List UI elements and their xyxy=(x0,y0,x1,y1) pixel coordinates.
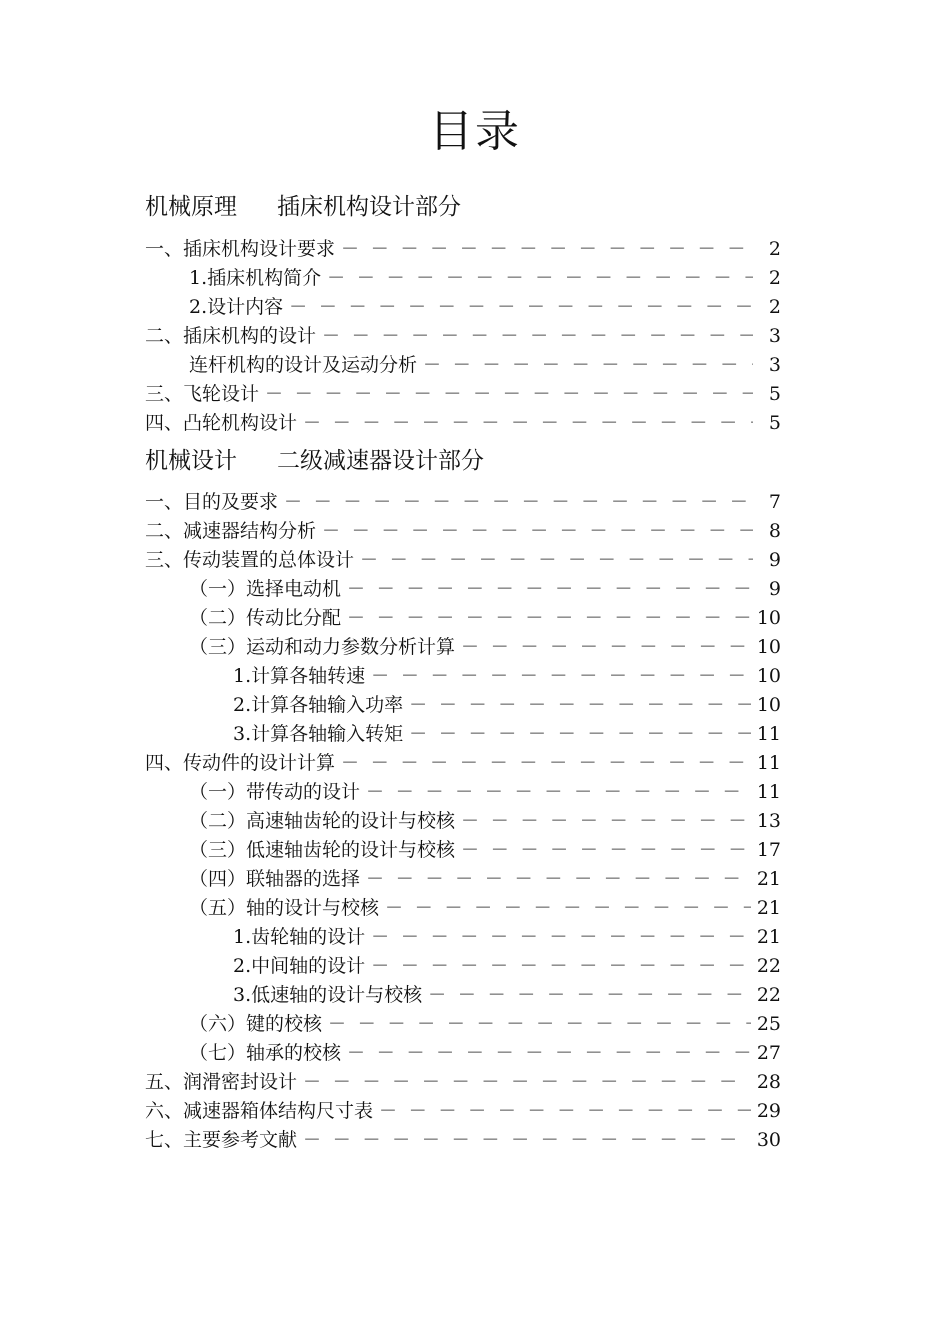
toc-entry[interactable] xyxy=(145,1068,781,1097)
toc-dot-leader xyxy=(289,293,753,322)
toc-entry-page-number: 21 xyxy=(756,897,781,919)
toc-entry-label: 一、插床机构设计要求 xyxy=(145,238,336,260)
section-heading-left: 机械原理 xyxy=(145,194,237,220)
toc-dot-leader xyxy=(341,235,753,264)
toc-entry-page-number: 7 xyxy=(768,491,781,513)
toc-dot-leader xyxy=(385,894,751,923)
toc-entry-label: （六）键的校核 xyxy=(189,1013,323,1035)
toc-entry-label: 2.计算各轴输入功率 xyxy=(233,694,404,716)
toc-dot-leader xyxy=(328,1010,751,1039)
toc-entry-page-number: 22 xyxy=(756,955,781,977)
toc-entry-page-number: 27 xyxy=(756,1042,781,1064)
toc-entry-page-number: 11 xyxy=(756,723,781,745)
toc-entry-label: 三、飞轮设计 xyxy=(145,383,260,405)
toc-entry-label: （一）选择电动机 xyxy=(189,578,342,600)
toc-entry[interactable] xyxy=(145,546,781,575)
toc-dot-leader xyxy=(341,749,751,778)
toc-dot-leader xyxy=(461,836,751,865)
section-heading-mechanical-design xyxy=(145,446,484,476)
toc-dot-leader xyxy=(322,517,753,546)
toc-entry[interactable] xyxy=(145,351,781,380)
toc-dot-leader xyxy=(366,778,751,807)
toc-entry-page-number: 9 xyxy=(768,549,781,571)
toc-dot-leader xyxy=(423,351,753,380)
toc-entry-page-number: 25 xyxy=(756,1013,781,1035)
toc-dot-leader xyxy=(371,923,751,952)
toc-entry[interactable] xyxy=(145,894,781,923)
toc-entry-label: 四、凸轮机构设计 xyxy=(145,412,298,434)
toc-entry-label: 三、传动装置的总体设计 xyxy=(145,549,355,571)
toc-dot-leader xyxy=(284,488,753,517)
section-heading-left: 机械设计 xyxy=(145,448,237,474)
toc-dot-leader xyxy=(303,1126,751,1155)
toc-entry-page-number: 11 xyxy=(756,781,781,803)
toc-entry[interactable] xyxy=(145,865,781,894)
toc-entry-label: （五）轴的设计与校核 xyxy=(189,897,380,919)
toc-entry-label: （一）带传动的设计 xyxy=(189,781,361,803)
toc-entry[interactable] xyxy=(145,1039,781,1068)
toc-entry-page-number: 10 xyxy=(756,665,781,687)
toc-entry-label: 3.低速轴的设计与校核 xyxy=(233,984,423,1006)
toc-dot-leader xyxy=(461,633,751,662)
toc-entry-page-number: 29 xyxy=(756,1100,781,1122)
toc-entry-page-number: 22 xyxy=(756,984,781,1006)
toc-entry[interactable] xyxy=(145,264,781,293)
toc-dot-leader xyxy=(322,322,753,351)
toc-dot-leader xyxy=(409,691,751,720)
toc-entry-label: 2.中间轴的设计 xyxy=(233,955,366,977)
toc-entry[interactable] xyxy=(145,322,781,351)
toc-entry[interactable] xyxy=(145,1097,781,1126)
toc-entry-page-number: 30 xyxy=(756,1129,781,1151)
toc-entry-page-number: 10 xyxy=(756,636,781,658)
toc-entry-label: （三）运动和动力参数分析计算 xyxy=(189,636,456,658)
toc-entry-label: 2.设计内容 xyxy=(189,296,284,318)
toc-dot-leader xyxy=(303,409,753,438)
toc-dot-leader xyxy=(347,575,753,604)
toc-entry[interactable] xyxy=(145,1010,781,1039)
toc-entry-label: 二、减速器结构分析 xyxy=(145,520,317,542)
toc-entry-label: （七）轴承的校核 xyxy=(189,1042,342,1064)
toc-entry-label: 连杆机构的设计及运动分析 xyxy=(189,354,418,376)
toc-entry-page-number: 10 xyxy=(756,694,781,716)
toc-entry-label: 一、目的及要求 xyxy=(145,491,279,513)
toc-entry-label: 1.插床机构简介 xyxy=(189,267,322,289)
toc-entry[interactable] xyxy=(145,380,781,409)
toc-dot-leader xyxy=(428,981,751,1010)
toc-dot-leader xyxy=(265,380,753,409)
toc-entry-label: 五、润滑密封设计 xyxy=(145,1071,298,1093)
toc-dot-leader xyxy=(461,807,751,836)
toc-entry[interactable] xyxy=(145,662,781,691)
toc-entry-label: （二）传动比分配 xyxy=(189,607,342,629)
toc-entry-page-number: 3 xyxy=(768,354,781,376)
toc-entry-label: 二、插床机构的设计 xyxy=(145,325,317,347)
toc-dot-leader xyxy=(371,662,751,691)
toc-entry[interactable] xyxy=(145,981,781,1010)
toc-entry[interactable] xyxy=(145,575,781,604)
toc-entry-page-number: 21 xyxy=(756,926,781,948)
toc-entry-label: 四、传动件的设计计算 xyxy=(145,752,336,774)
toc-dot-leader xyxy=(409,720,751,749)
toc-dot-leader xyxy=(347,1039,751,1068)
toc-entry-label: 七、主要参考文献 xyxy=(145,1129,298,1151)
toc-entry-label: 3.计算各轴输入转矩 xyxy=(233,723,404,745)
toc-entry-page-number: 3 xyxy=(768,325,781,347)
toc-entry-label: 六、减速器箱体结构尺寸表 xyxy=(145,1100,374,1122)
toc-entry[interactable] xyxy=(145,807,781,836)
toc-entry-page-number: 5 xyxy=(768,383,781,405)
toc-dot-leader xyxy=(327,264,753,293)
toc-entry-label: （二）高速轴齿轮的设计与校核 xyxy=(189,810,456,832)
toc-entry[interactable] xyxy=(145,778,781,807)
toc-entry[interactable] xyxy=(145,691,781,720)
toc-dot-leader xyxy=(347,604,751,633)
section-heading-mechanism-principle xyxy=(145,192,461,222)
toc-entry-label: 1.计算各轴转速 xyxy=(233,665,366,687)
toc-entry-page-number: 2 xyxy=(768,267,781,289)
toc-entry-label: （四）联轴器的选择 xyxy=(189,868,361,890)
toc-list-section-2 xyxy=(145,488,781,1155)
toc-dot-leader xyxy=(366,865,751,894)
toc-entry-page-number: 10 xyxy=(756,607,781,629)
toc-entry-label: （三）低速轴齿轮的设计与校核 xyxy=(189,839,456,861)
toc-dot-leader xyxy=(360,546,753,575)
toc-entry[interactable] xyxy=(145,633,781,662)
toc-entry[interactable] xyxy=(145,1126,781,1155)
toc-entry-page-number: 28 xyxy=(756,1071,781,1093)
toc-entry-page-number: 9 xyxy=(768,578,781,600)
page-title: 目录 xyxy=(429,106,521,157)
toc-list-section-1 xyxy=(145,235,781,438)
toc-entry[interactable] xyxy=(145,517,781,546)
toc-entry[interactable] xyxy=(145,604,781,633)
section-heading-right: 二级减速器设计部分 xyxy=(277,448,484,474)
section-heading-right: 插床机构设计部分 xyxy=(277,194,461,220)
toc-entry-page-number: 2 xyxy=(768,238,781,260)
toc-entry-page-number: 2 xyxy=(768,296,781,318)
toc-dot-leader xyxy=(371,952,751,981)
toc-entry[interactable] xyxy=(145,409,781,438)
toc-entry[interactable] xyxy=(145,836,781,865)
toc-entry-label: 1.齿轮轴的设计 xyxy=(233,926,366,948)
toc-entry-page-number: 21 xyxy=(756,868,781,890)
toc-entry[interactable] xyxy=(145,952,781,981)
toc-entry[interactable] xyxy=(145,923,781,952)
toc-dot-leader xyxy=(303,1068,751,1097)
toc-entry[interactable] xyxy=(145,749,781,778)
toc-entry-page-number: 13 xyxy=(756,810,781,832)
toc-entry[interactable] xyxy=(145,235,781,264)
toc-dot-leader xyxy=(379,1097,751,1126)
toc-entry-page-number: 8 xyxy=(768,520,781,542)
toc-entry[interactable] xyxy=(145,720,781,749)
toc-entry-page-number: 5 xyxy=(768,412,781,434)
toc-entry-page-number: 17 xyxy=(756,839,781,861)
toc-entry-page-number: 11 xyxy=(756,752,781,774)
toc-entry[interactable] xyxy=(145,293,781,322)
toc-entry[interactable] xyxy=(145,488,781,517)
